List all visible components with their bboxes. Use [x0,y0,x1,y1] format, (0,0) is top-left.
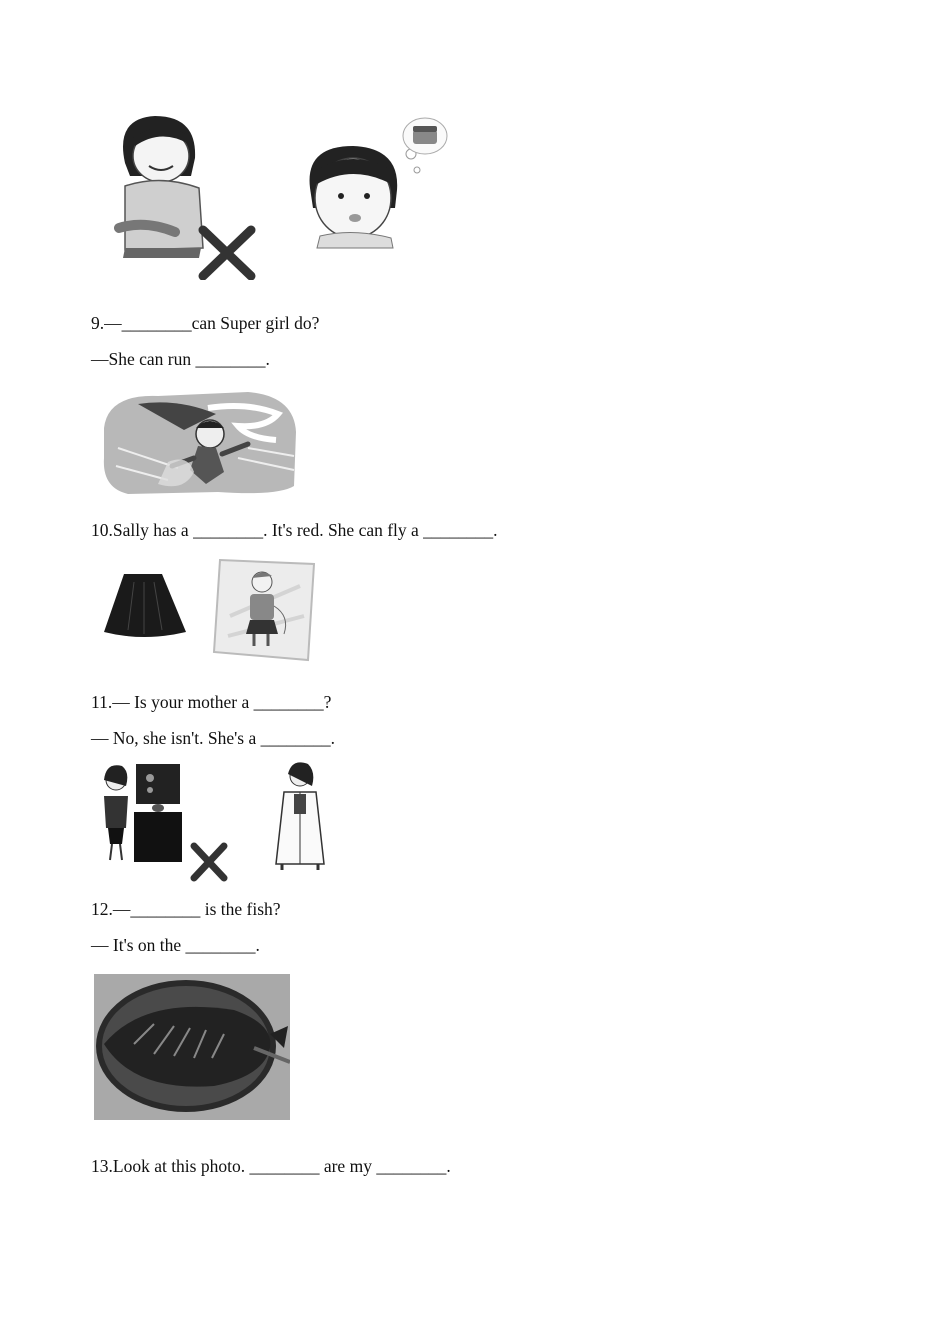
question-11-line-1: 11.— Is your mother a ________? [91,692,332,712]
question-12-line-2: — It's on the ________. [91,935,260,955]
question-12-line-1: 12.—________ is the fish? [91,899,281,919]
picture-fish-plate [94,974,290,1120]
teacher [104,764,182,862]
cross-mark-icon [203,230,251,276]
picture-skirt [100,570,190,640]
girl-stomachache [119,116,203,258]
question-9-line-1: 9.—________can Super girl do? [91,313,320,333]
girl-thinking-cake [310,118,447,248]
cross-mark-icon [194,846,224,878]
picture-teacher-doctor [96,760,336,884]
question-9-line-2: —She can run ________. [91,349,270,369]
doctor [276,762,324,870]
picture-girl-kite [210,556,316,662]
question-10-line-1: 10.Sally has a ________. It's red. She can fly a ________. [91,520,498,540]
picture-super-girl [98,388,300,498]
picture-girls-food [105,108,455,280]
question-13-line-1: 13.Look at this photo. ________ are my ________. [91,1156,451,1176]
question-11-line-2: — No, she isn't. She's a ________. [91,728,336,748]
